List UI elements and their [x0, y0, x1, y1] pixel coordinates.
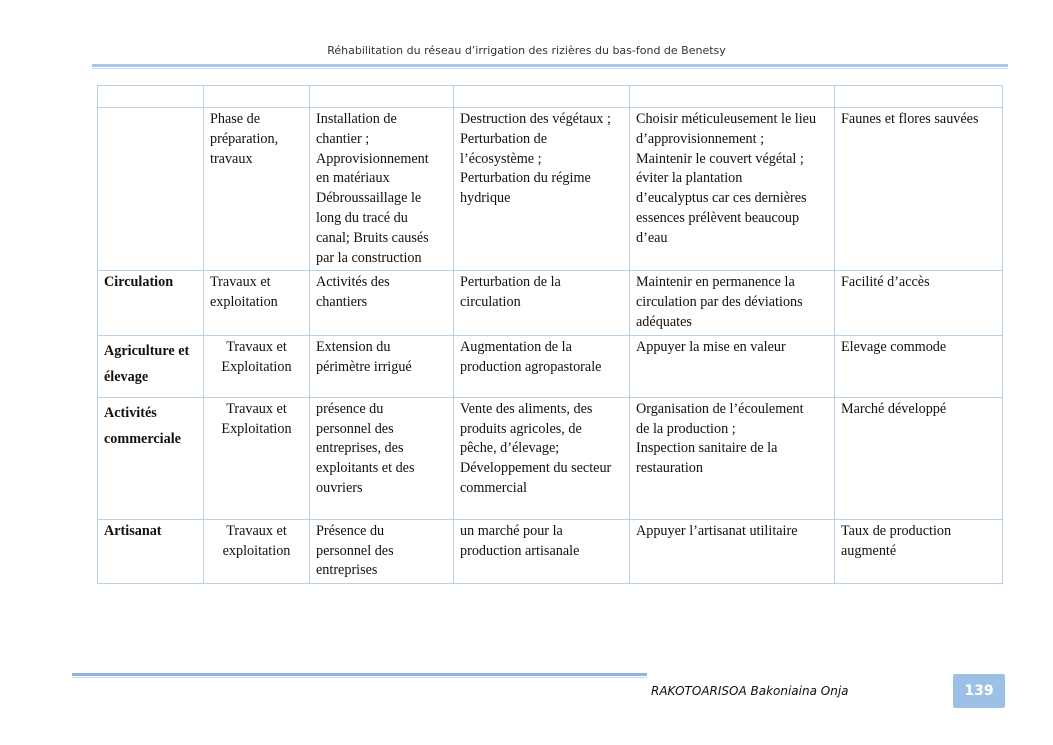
cell-text-line: Développement du secteur: [460, 460, 612, 477]
cell-text-line: Débroussaillage le: [316, 190, 422, 207]
table-cell: [204, 108, 310, 271]
cell-text-line: Facilité d’accès: [841, 274, 930, 291]
table-cell: [204, 86, 310, 108]
cell-text-line: Installation de: [316, 111, 397, 127]
table-cell: [310, 397, 454, 519]
table-row: [98, 335, 1003, 397]
cell-text-line: Perturbation de la: [460, 274, 561, 291]
cell-text-line: Circulation: [104, 274, 174, 291]
cell-text-line: Approvisionnement: [316, 150, 429, 167]
cell-text-line: Inspection sanitaire de la: [636, 440, 778, 457]
cell-text-line: long du tracé du: [316, 209, 408, 226]
cell-text-line: entreprises, des: [316, 440, 404, 457]
row-header-cell: [98, 397, 204, 519]
cell-text-line: circulation par des déviations: [636, 294, 803, 311]
cell-text-line: exploitation: [210, 294, 278, 311]
footer-rule: [72, 673, 647, 676]
cell-text-line: Augmentation de la: [460, 338, 572, 355]
cell-text-line: élevage: [104, 368, 149, 385]
cell-text-line: circulation: [460, 294, 521, 311]
table-cell: [630, 519, 835, 583]
table-cell: [310, 335, 454, 397]
cell-text-line: entreprises: [316, 562, 378, 579]
cell-text-line: Perturbation du régime: [460, 170, 591, 187]
table-cell: [630, 397, 835, 519]
cell-text-line: Activités des: [316, 274, 390, 291]
cell-text-line: essences prélèvent beaucoup: [636, 209, 800, 226]
cell-text-line: Travaux et: [226, 522, 287, 539]
cell-text-line: chantier ;: [316, 130, 370, 147]
cell-text-line: personnel des: [316, 542, 394, 559]
cell-text-line: Activités: [104, 404, 157, 421]
row-header-cell: [98, 335, 204, 397]
table-cell: [630, 108, 835, 271]
table-row: [98, 397, 1003, 519]
table-cell: [310, 86, 454, 108]
table-cell: [630, 335, 835, 397]
cell-text-line: Perturbation de: [460, 130, 548, 147]
table-cell: [835, 86, 1003, 108]
cell-text-line: Présence du: [316, 522, 385, 539]
cell-text-line: hydrique: [460, 190, 511, 207]
header-rule: [92, 64, 1008, 67]
table-cell: [454, 108, 630, 271]
table-cell: [310, 519, 454, 583]
cell-text-line: Choisir méticuleusement le lieu: [636, 111, 817, 127]
table-cell: [835, 108, 1003, 271]
cell-text-line: Elevage commode: [841, 338, 947, 355]
table-cell: [630, 86, 835, 108]
table-cell: [454, 335, 630, 397]
header-rule-thin: [92, 68, 1008, 69]
cell-text-line: périmètre irrigué: [316, 358, 412, 375]
cell-text-line: Taux de production: [841, 522, 952, 539]
cell-text-line: en matériaux: [316, 170, 390, 187]
cell-text-line: personnel des: [316, 420, 394, 437]
page-header-title: Réhabilitation du réseau d’irrigation des rizières du bas-fond de Benetsy: [327, 44, 726, 57]
cell-text-line: restauration: [636, 460, 703, 477]
cell-text-line: Travaux et: [226, 400, 287, 417]
cell-text-line: adéquates: [636, 313, 692, 330]
table-cell: [204, 335, 310, 397]
cell-text-line: Appuyer l’artisanat utilitaire: [636, 522, 798, 539]
cell-text-line: d’eucalyptus car ces dernières: [636, 190, 807, 207]
cell-text-line: d’eau: [636, 229, 668, 246]
table-cell: [454, 519, 630, 583]
cell-text-line: Maintenir en permanence la: [636, 274, 795, 291]
cell-text-line: augmenté: [841, 542, 897, 559]
cell-text-line: produits agricoles, de: [460, 420, 582, 437]
cell-text-line: pêche, d’élevage;: [460, 440, 560, 457]
table-cell: [204, 519, 310, 583]
cell-text-line: ouvriers: [316, 479, 363, 496]
cell-text-line: commerciale: [104, 430, 181, 447]
cell-text-line: travaux: [210, 150, 253, 167]
cell-text-line: Artisanat: [104, 522, 162, 539]
cell-text-line: préparation,: [210, 130, 279, 147]
cell-text-line: Organisation de l’écoulement: [636, 400, 804, 417]
cell-text-line: Exploitation: [221, 358, 292, 375]
cell-text-line: Travaux et: [210, 274, 271, 291]
cell-text-line: Faunes et flores sauvées: [841, 111, 979, 127]
cell-text-line: production artisanale: [460, 542, 580, 559]
impact-table: [97, 85, 1003, 584]
cell-text-line: Maintenir le couvert végétal ;: [636, 150, 804, 167]
row-header-cell: [98, 271, 204, 335]
table-cell: [835, 335, 1003, 397]
cell-text-line: exploitants et des: [316, 460, 415, 477]
row-header-cell: [98, 108, 204, 271]
cell-text-line: Phase de: [210, 111, 261, 127]
table-cell: [454, 397, 630, 519]
cell-text-line: par la construction: [316, 249, 422, 266]
table-cell: [835, 271, 1003, 335]
row-header-cell: [98, 519, 204, 583]
table-cell: [835, 397, 1003, 519]
footer-rule-thin: [72, 677, 647, 678]
cell-text-line: Extension du: [316, 338, 391, 355]
cell-text-line: l’écosystème ;: [460, 150, 542, 167]
table-cell: [630, 271, 835, 335]
cell-text-line: Travaux et: [226, 338, 287, 355]
table-row-empty-top: [98, 86, 1003, 108]
cell-text-line: éviter la plantation: [636, 170, 743, 187]
cell-text-line: canal; Bruits causés: [316, 229, 429, 246]
cell-text-line: Destruction des végétaux ;: [460, 111, 611, 127]
table-cell: [454, 271, 630, 335]
table-row: [98, 271, 1003, 335]
cell-text-line: Agriculture et: [104, 342, 190, 359]
cell-text-line: d’approvisionnement ;: [636, 130, 765, 147]
table-cell: [204, 397, 310, 519]
cell-text-line: commercial: [460, 479, 527, 496]
cell-text-line: un marché pour la: [460, 522, 563, 539]
cell-text-line: présence du: [316, 400, 384, 417]
cell-text-line: Exploitation: [221, 420, 292, 437]
table-cell: [454, 86, 630, 108]
cell-text-line: Vente des aliments, des: [460, 400, 593, 417]
cell-text-line: chantiers: [316, 294, 368, 311]
table-cell: [835, 519, 1003, 583]
cell-text-line: production agropastorale: [460, 358, 602, 375]
footer-author: RAKOTOARISOA Bakoniaina Onja: [651, 684, 849, 698]
table-row: [98, 108, 1003, 271]
table-cell: [310, 108, 454, 271]
cell-text-line: Appuyer la mise en valeur: [636, 338, 786, 355]
page-number-badge: 139: [953, 674, 1005, 708]
table-cell: [204, 271, 310, 335]
table-row: [98, 519, 1003, 583]
cell-text-line: Marché développé: [841, 400, 947, 417]
cell-text-line: de la production ;: [636, 420, 736, 437]
cell-text-line: exploitation: [222, 542, 291, 559]
table-cell: [310, 271, 454, 335]
table-cell: [98, 86, 204, 108]
